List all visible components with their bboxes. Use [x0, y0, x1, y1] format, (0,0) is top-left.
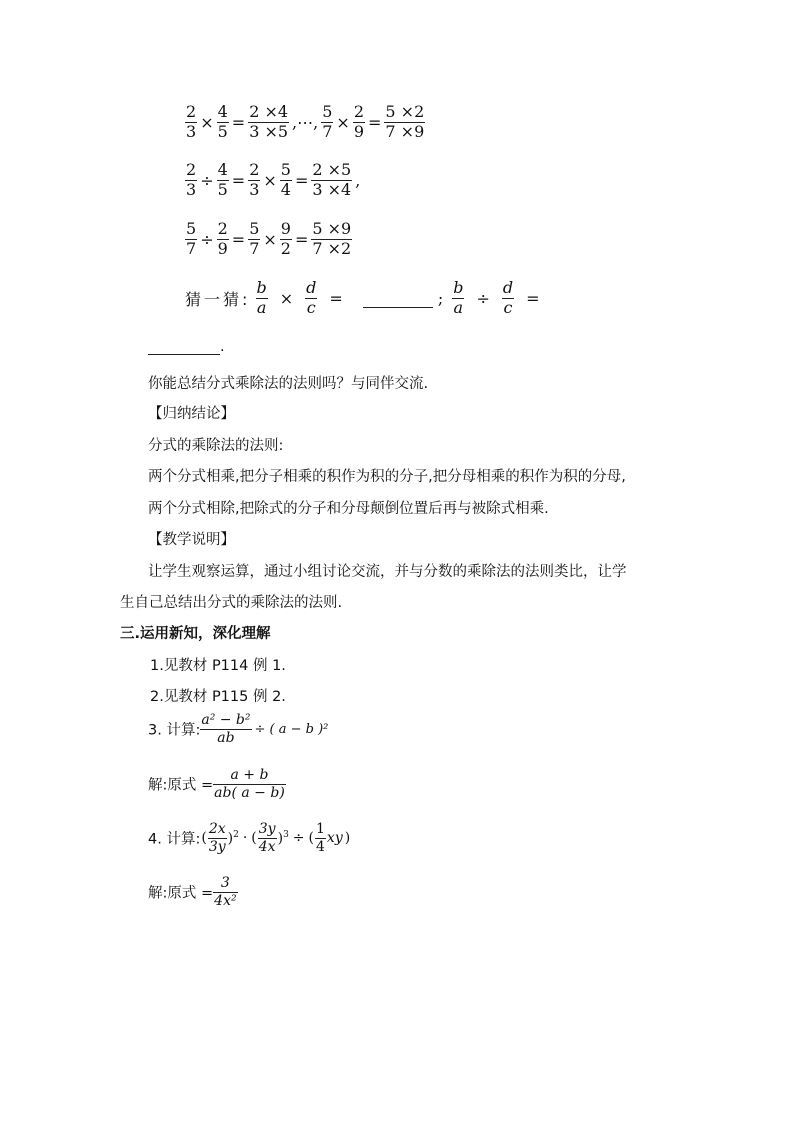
fraction: $\frac{2}{3}$ — [186, 102, 197, 141]
rule-title: 分式的乘除法的法则: — [148, 438, 284, 454]
fraction: $\frac{5}{7}$ — [249, 219, 260, 258]
fraction: $\frac{3}{\text{4x²}}$ — [214, 875, 237, 909]
fraction: $\frac{4}{5}$ — [217, 160, 228, 199]
fraction: $\frac{3y}{4x}$ — [258, 821, 276, 855]
guess-line: 猜一猜: $\frac{b}{a}$ × $\frac{d}{c}$ = ; $\frac{b}{a}$ ÷ $\frac{d}{c}$ = — [185, 278, 540, 317]
section-title: 三.运用新知，深化理解 — [120, 626, 271, 642]
answer-blank-line: . — [148, 336, 225, 355]
fraction: $\frac{1}{4}$ — [316, 821, 325, 855]
fraction: $\frac{5}{7}$ — [186, 219, 197, 258]
fraction: $\frac{2}{9}$ — [217, 219, 228, 258]
fraction: $\frac{5 \times 2}{7 \times 9}$ — [385, 102, 425, 141]
fraction: $\frac{d}{c}$ — [306, 278, 317, 317]
rule-multiply: 两个分式相乘,把分子相乘的积作为积的分子,把分母相乘的积作为积的分母, — [148, 469, 626, 485]
item-2: 2.见教材 P115 例 2. — [150, 689, 286, 705]
fraction: $\frac{4}{5}$ — [217, 102, 228, 141]
fraction: $\frac{2 \times 4}{3 \times 5}$ — [249, 102, 289, 141]
guess-label: 猜一猜: — [185, 289, 251, 309]
fraction: $\frac{2}{3}$ — [186, 160, 197, 199]
solution-3: 解:原式 = $\frac{a + b}{ab( a - b)}$ — [148, 767, 285, 801]
question-text: 你能总结分式乘除法的法则吗？与同伴交流. — [148, 376, 429, 392]
fraction: $\frac{\text{a² − b²}}{ab}$ — [201, 712, 251, 746]
item-1: 1.见教材 P114 例 1. — [150, 658, 286, 674]
equation-line-1: $\frac{2}{3}$ × $\frac{4}{5}$ = $\frac{2 \times 4}{3 \times 5}$ ,⋯, $\frac{5}{7}$ × $\frac{2}{9}$ = $\frac{5 \times 2}{7 \times 9}$ — [186, 102, 425, 141]
fraction: $\frac{2 \times 5}{3 \times 4}$ — [312, 160, 352, 199]
answer-blank — [363, 289, 433, 308]
fraction: $\frac{5}{4}$ — [280, 160, 291, 199]
fraction: $\frac{b}{a}$ — [453, 278, 464, 317]
fraction: $\frac{d}{c}$ — [502, 278, 514, 317]
explain-line-2: 生自己总结出分式的乘除法的法则. — [120, 595, 343, 611]
fraction: $\frac{2}{9}$ — [353, 102, 364, 141]
explain-line-1: 让学生观察运算，通过小组讨论交流，并与分数的乘除法的法则类比，让学 — [148, 564, 627, 580]
fraction: $\frac{b}{a}$ — [256, 278, 267, 317]
solution-4: 解:原式 = $\frac{3}{\text{4x²}}$ — [148, 875, 237, 909]
fraction: $\frac{2}{3}$ — [249, 160, 260, 199]
equation-line-3: $\frac{5}{7}$ ÷ $\frac{2}{9}$ = $\frac{5}{7}$ × $\frac{9}{2}$ = $\frac{5 \times 9}{7 \times 2}$ — [186, 219, 352, 258]
fraction: $\frac{2x}{3y}$ — [208, 821, 226, 855]
problem-4: 4. 计算:( $\frac{2x}{3y}$ )$^2$ · ( $\frac{3y}{4x}$ )$^3$ ÷ ( $\frac{1}{4}$ xy ) — [148, 821, 351, 855]
equation-line-2: $\frac{2}{3}$ ÷ $\frac{4}{5}$ = $\frac{2}{3}$ × $\frac{5}{4}$ = $\frac{2 \times 5}{3 \times 4}$ , — [186, 160, 361, 199]
rule-divide: 两个分式相除,把除式的分子和分母颠倒位置后再与被除式相乘. — [148, 501, 549, 517]
heading-conclusion: 【归纳结论】 — [148, 406, 235, 422]
heading-teaching-note: 【教学说明】 — [148, 532, 235, 548]
fraction: $\frac{9}{2}$ — [280, 219, 291, 258]
fraction: $\frac{5 \times 9}{7 \times 2}$ — [312, 219, 352, 258]
problem-3: 3. 计算: $\frac{\text{a² − b²}}{ab}$ ÷ ( a − b )² — [148, 712, 329, 746]
fraction: $\frac{5}{7}$ — [322, 102, 333, 141]
fraction: $\frac{a + b}{ab( a - b)}$ — [214, 767, 285, 801]
